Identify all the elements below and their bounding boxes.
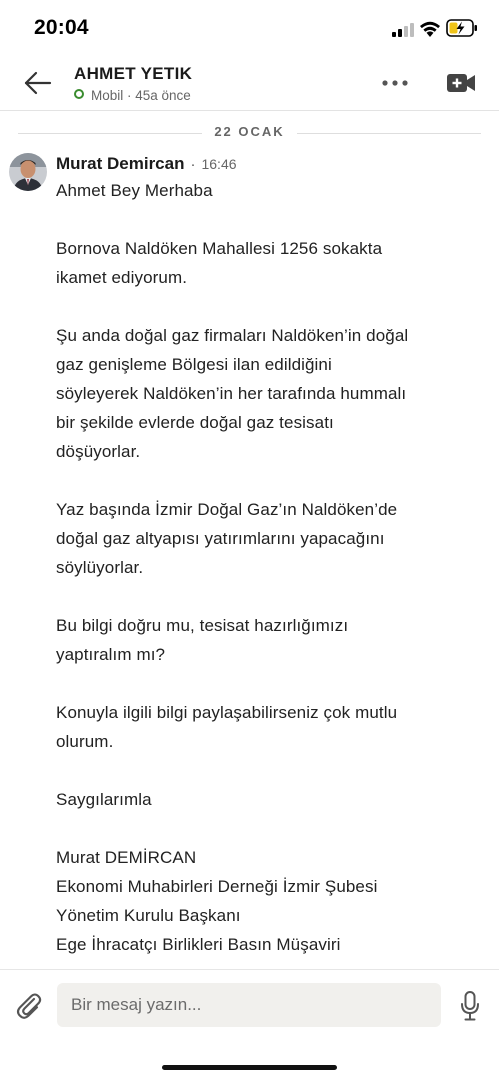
message-header xyxy=(56,154,237,174)
message-line: söyleyerek Naldöken’in her tarafında hummalı xyxy=(56,384,407,403)
status-time: 20:04 xyxy=(34,16,89,39)
paperclip-icon[interactable] xyxy=(15,990,43,1020)
wifi-icon xyxy=(419,20,441,37)
message-line: Saygılarımla xyxy=(56,790,152,809)
contact-name[interactable]: AHMET YETIK xyxy=(74,64,193,83)
message-time: 16:46 xyxy=(201,156,237,172)
message-line: Konuyla ilgili bilgi paylaşabilirseniz çok mutlu xyxy=(56,703,398,722)
message-line: Bornova Naldöken Mahallesi 1256 sokakta xyxy=(56,239,383,258)
home-indicator xyxy=(162,1065,337,1070)
message-line: Yaz başında İzmir Doğal Gaz’ın Naldöken’de xyxy=(56,500,398,519)
signal-icon xyxy=(392,23,414,37)
message-line: Ahmet Bey Merhaba xyxy=(56,181,213,200)
date-separator-wrap xyxy=(18,124,481,139)
message-line: Murat DEMİRCAN xyxy=(56,848,197,867)
message-line: Ege İhracatçı Birlikleri Basın Müşaviri xyxy=(56,935,341,954)
message-line: yaptıralım mı? xyxy=(56,645,166,664)
video-call-button[interactable] xyxy=(445,70,477,96)
date-separator-label: 22 OCAK xyxy=(202,124,296,139)
message-input[interactable] xyxy=(57,983,441,1027)
date-separator xyxy=(18,124,481,142)
message-line: Yönetim Kurulu Başkanı xyxy=(56,906,241,925)
message-line: Şu anda doğal gaz firmaları Naldöken’in doğal xyxy=(56,326,409,345)
presence-status xyxy=(74,88,191,103)
arrow-left-icon xyxy=(26,73,50,93)
microphone-icon[interactable] xyxy=(459,990,481,1022)
presence-text: Mobil · 45a önce xyxy=(91,88,191,103)
message-line: söylüyorlar. xyxy=(56,558,144,577)
message-line: Ekonomi Muhabirleri Derneği İzmir Şubesi xyxy=(56,877,378,896)
message-line: Bu bilgi doğru mu, tesisat hazırlığımızı xyxy=(56,616,349,635)
more-dots-icon xyxy=(382,80,407,85)
video-call-icon xyxy=(447,74,475,92)
sender-name[interactable]: Murat Demircan xyxy=(56,154,185,173)
message-line: ikamet ediyorum. xyxy=(56,268,188,287)
online-status-icon xyxy=(74,89,84,99)
message-line: bir şekilde evlerde doğal gaz tesisatı xyxy=(56,413,334,432)
separator-dot: · xyxy=(190,156,196,173)
message-line: döşüyorlar. xyxy=(56,442,141,461)
status-bar xyxy=(0,0,499,58)
message-line: gaz genişleme Bölgesi ilan edildiğini xyxy=(56,355,332,374)
message-line: olurum. xyxy=(56,732,114,751)
more-options-button[interactable] xyxy=(378,70,412,96)
message-line: doğal gaz altyapısı yatırımlarını yapacağını xyxy=(56,529,385,548)
back-button[interactable] xyxy=(20,68,54,98)
conversation-header xyxy=(0,58,499,111)
sender-avatar[interactable] xyxy=(9,153,47,191)
compose-divider xyxy=(0,969,499,970)
battery-charging-icon xyxy=(446,19,478,37)
